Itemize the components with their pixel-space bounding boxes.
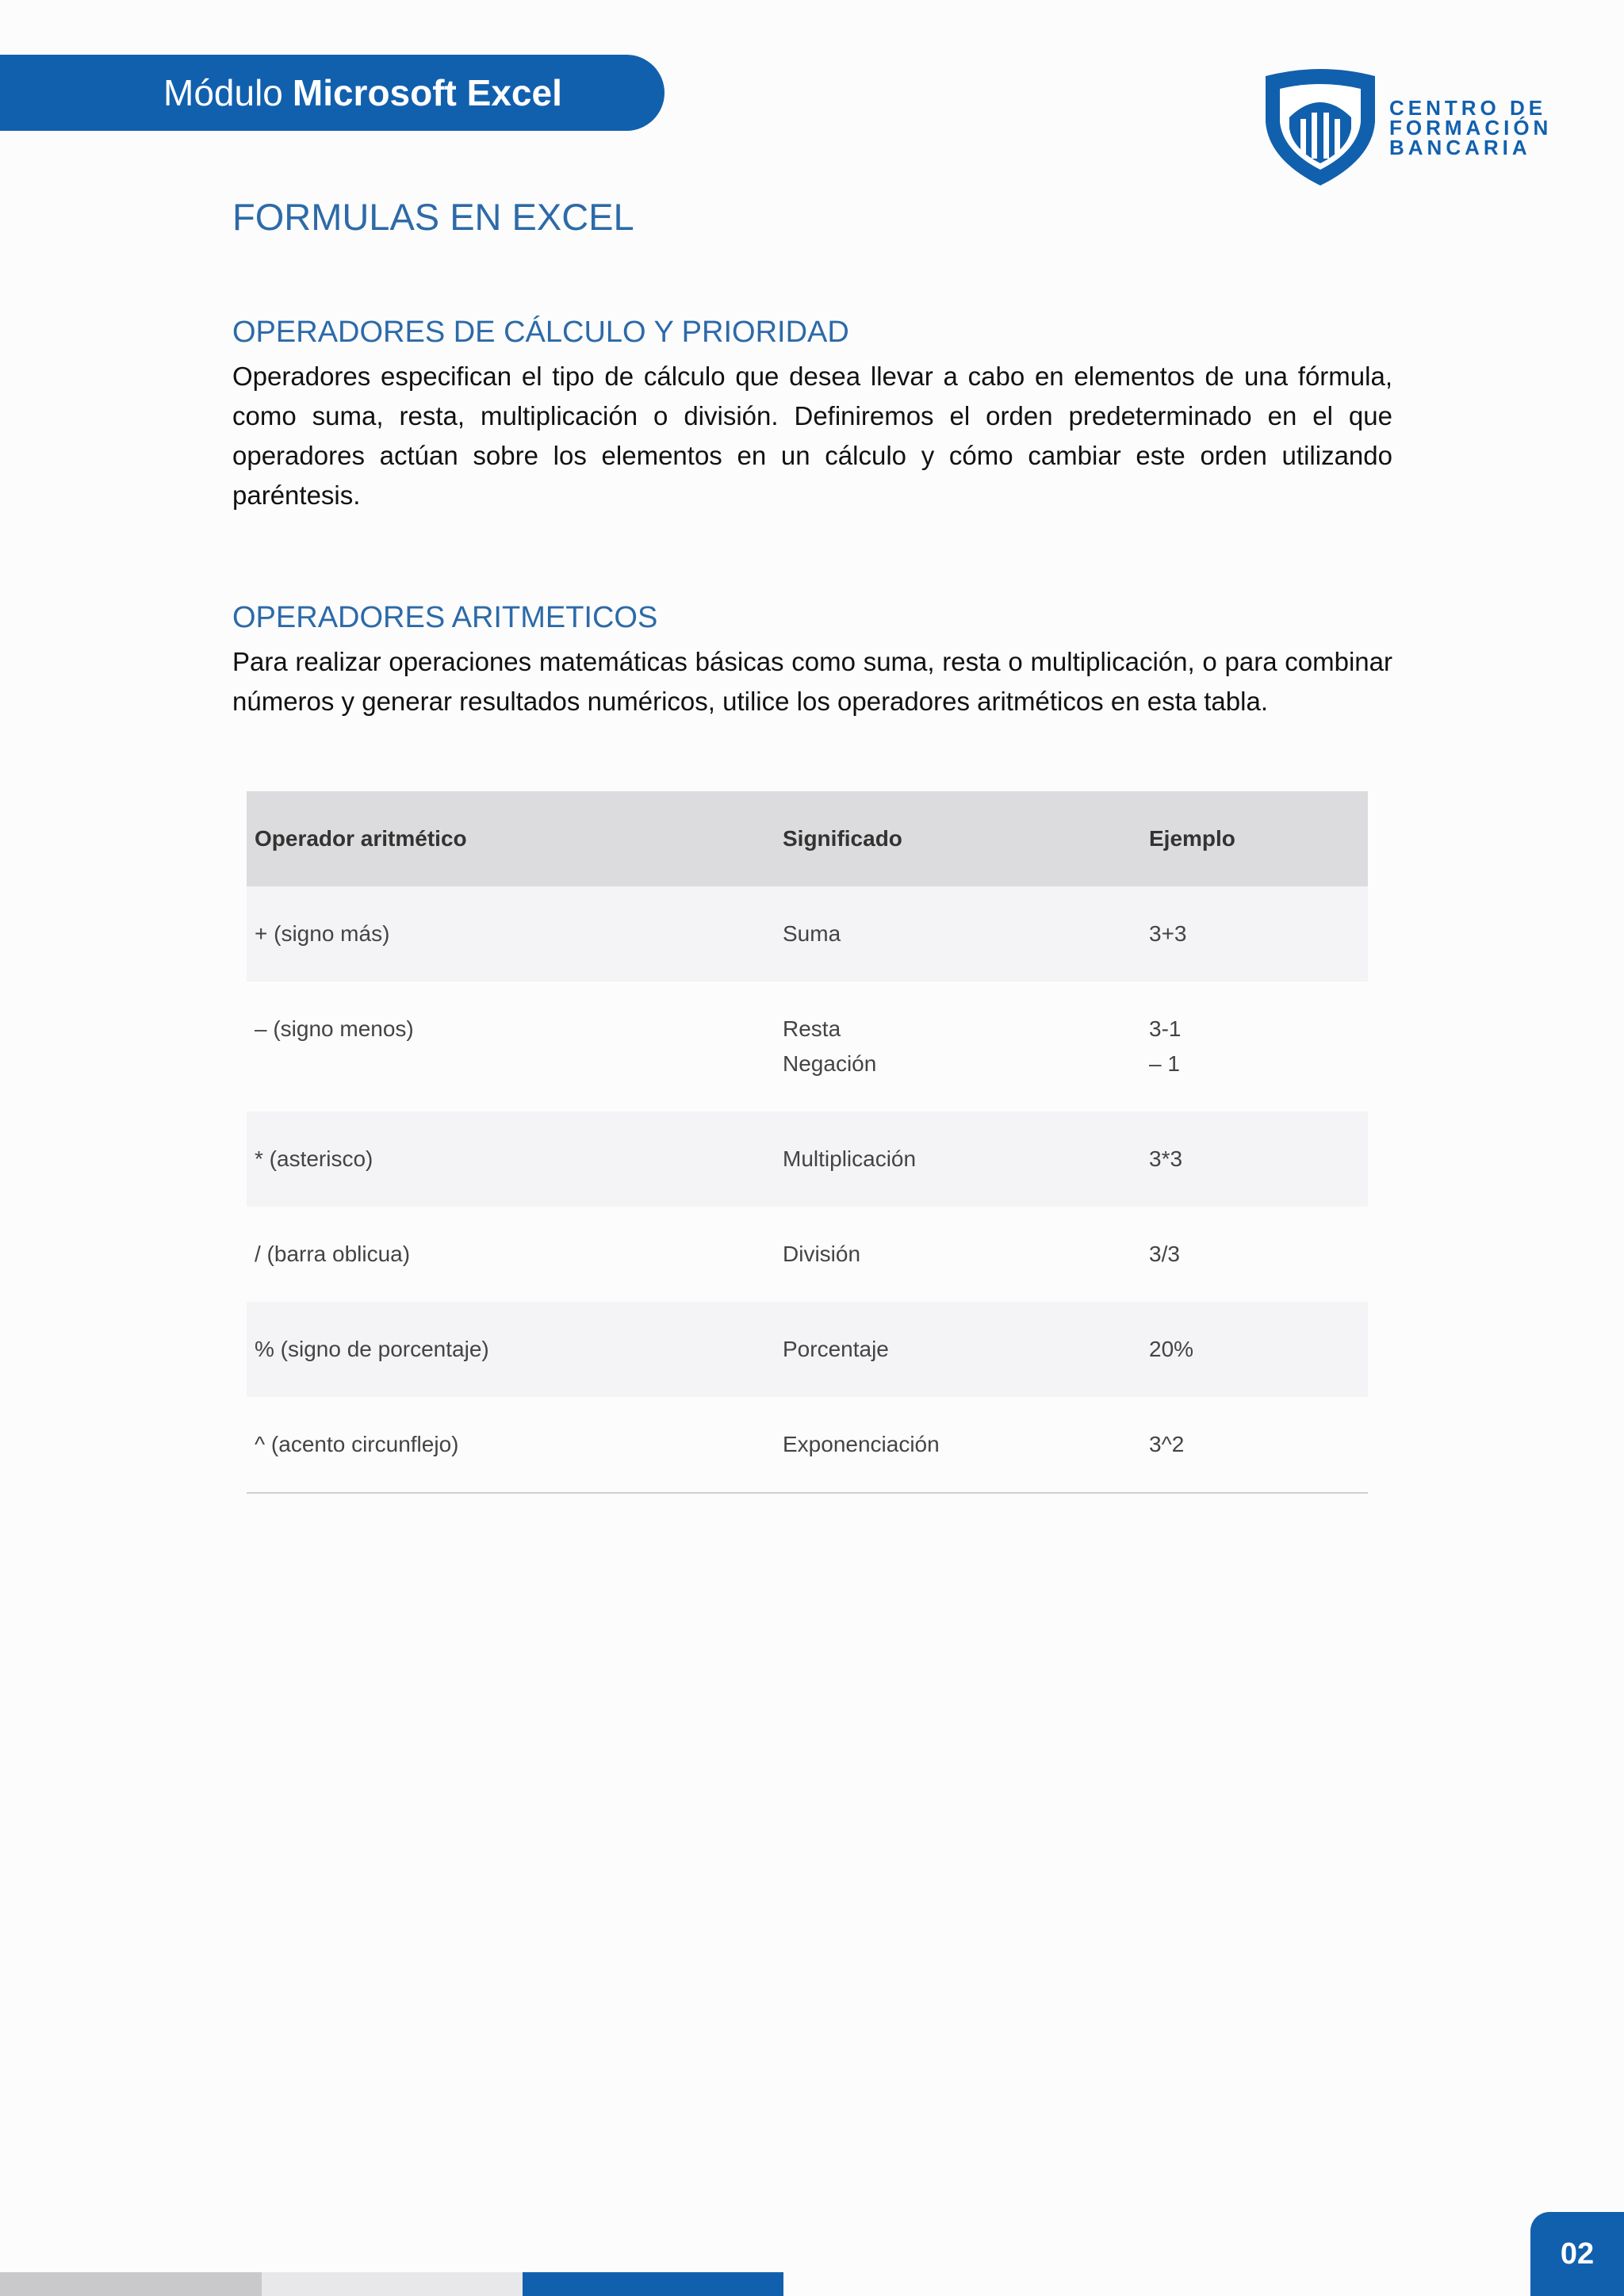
example-cell: 20% xyxy=(1141,1302,1368,1397)
column-header-operator: Operador aritmético xyxy=(247,791,775,886)
table-row xyxy=(247,982,1368,1112)
table-row xyxy=(247,1302,1368,1397)
column-header-meaning: Significado xyxy=(775,791,1141,886)
module-label: Módulo xyxy=(163,72,283,113)
meaning-cell: Suma xyxy=(775,886,1141,982)
logo-wordmark xyxy=(1389,98,1552,158)
logo-line-3: BANCARIA xyxy=(1389,136,1531,159)
table-row xyxy=(247,1207,1368,1302)
meaning-cell xyxy=(775,982,1141,1112)
operator-cell: ^ (acento circunflejo) xyxy=(247,1397,775,1493)
operator-cell: % (signo de porcentaje) xyxy=(247,1302,775,1397)
example-cell: 3*3 xyxy=(1141,1112,1368,1207)
example-cell: 3+3 xyxy=(1141,886,1368,982)
column-header-example: Ejemplo xyxy=(1141,791,1368,886)
operator-cell: + (signo más) xyxy=(247,886,775,982)
operator-cell: – (signo menos) xyxy=(247,982,775,1112)
logo-line-1: CENTRO DE xyxy=(1389,96,1547,120)
section-title-operadores-calculo: OPERADORES DE CÁLCULO Y PRIORIDAD xyxy=(232,316,849,349)
page-number: 02 xyxy=(1560,2237,1595,2271)
example-cell: 3^2 xyxy=(1141,1397,1368,1493)
meaning-line: Resta xyxy=(783,1016,841,1041)
section-body-operadores-calculo: Operadores especifican el tipo de cálculo que desea llevar a cabo en elementos de una fórmula, como suma, resta, multiplicación o división. Definiremos el orden predeterminado en el que operadores actúan sobre los elementos en un cálculo y cómo cambiar este orden utilizando paréntesis. xyxy=(232,362,1392,510)
table-row xyxy=(247,1397,1368,1493)
page-number-badge xyxy=(1530,2212,1624,2296)
centro-formacion-bancaria-logo xyxy=(1261,67,1610,187)
meaning-cell: Multiplicación xyxy=(775,1112,1141,1207)
example-cell: 3/3 xyxy=(1141,1207,1368,1302)
shield-logo-icon xyxy=(1261,67,1380,187)
operator-cell: * (asterisco) xyxy=(247,1112,775,1207)
arithmetic-operators-table xyxy=(247,791,1368,1494)
operator-cell: / (barra oblicua) xyxy=(247,1207,775,1302)
example-cell xyxy=(1141,982,1368,1112)
table-row xyxy=(247,886,1368,982)
module-header-banner xyxy=(0,55,665,131)
example-line: – 1 xyxy=(1149,1051,1180,1076)
section-title-operadores-aritmeticos: OPERADORES ARITMETICOS xyxy=(232,601,658,634)
meaning-cell: Exponenciación xyxy=(775,1397,1141,1493)
footer-bar-light xyxy=(262,2272,523,2296)
meaning-cell: Porcentaje xyxy=(775,1302,1141,1397)
page-title: FORMULAS EN EXCEL xyxy=(232,196,634,238)
module-name: Microsoft Excel xyxy=(292,72,562,113)
meaning-cell: División xyxy=(775,1207,1141,1302)
footer-bar-blue xyxy=(523,2272,783,2296)
meaning-line: Negación xyxy=(783,1051,877,1076)
logo-line-2: FORMACIÓN xyxy=(1389,116,1553,140)
section-body-operadores-aritmeticos: Para realizar operaciones matemáticas básicas como suma, resta o multiplicación, o para combinar números y generar resultados numéricos, utilice los operadores aritméticos en esta tabla. xyxy=(232,647,1392,716)
table-row xyxy=(247,1112,1368,1207)
footer-bar-gray xyxy=(0,2272,262,2296)
example-line: 3-1 xyxy=(1149,1016,1182,1041)
table-header-row xyxy=(247,791,1368,886)
